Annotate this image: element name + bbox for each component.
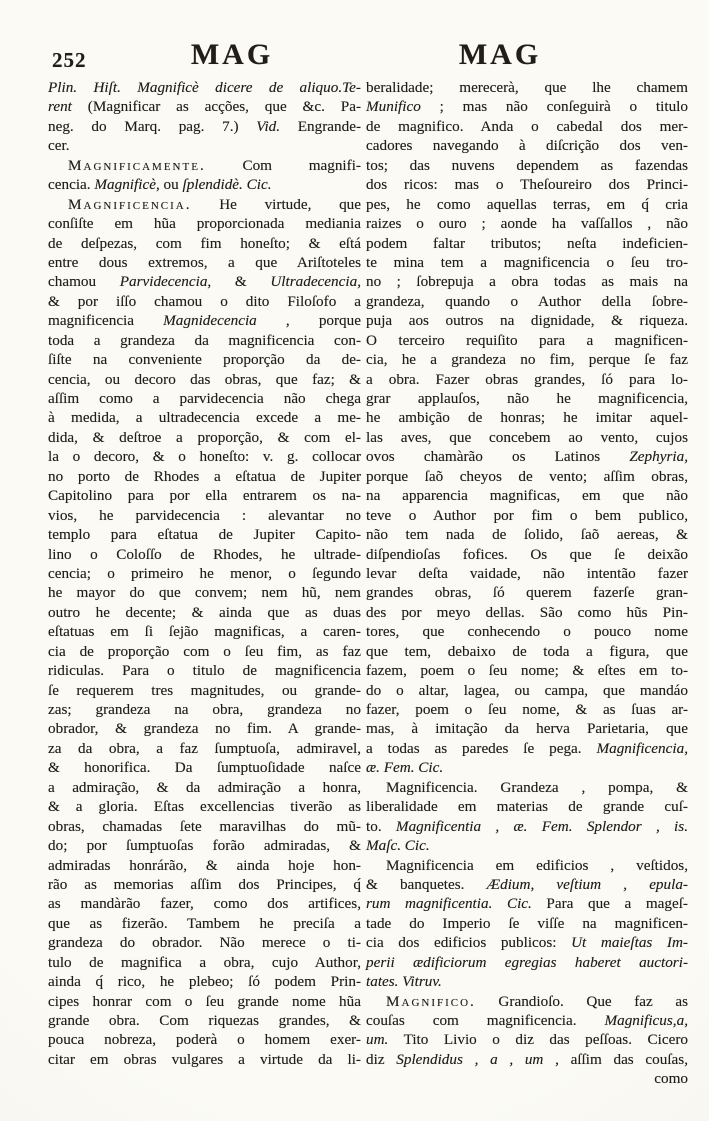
text-run: levar deſta vaidade, não intentão fazer xyxy=(366,564,688,582)
text-line xyxy=(366,136,688,155)
text-run: O terceiro requiſito para a magnificen- xyxy=(366,331,688,349)
text-run: he ambição de honras; he imitar aquel- xyxy=(366,409,688,427)
text-run: Ultradecencia, xyxy=(270,273,361,291)
text-line xyxy=(48,758,361,777)
text-line xyxy=(48,545,361,564)
text-run: tores, que conhecendo o pouco nome xyxy=(366,623,688,641)
text-run: como xyxy=(654,1070,688,1088)
text-line xyxy=(48,719,361,738)
text-line xyxy=(366,894,688,913)
text-line xyxy=(48,136,361,155)
text-run: tos; das nuvens dependem as fazendas xyxy=(366,156,688,174)
entry-headword: Magnificencia. xyxy=(68,195,192,213)
text-run: ſplendidè. Cic. xyxy=(182,176,272,194)
text-line xyxy=(366,214,688,233)
text-run: & honorifica. Da ſumptuoſidade naſce xyxy=(48,759,361,777)
text-run: na apparencia magnificas, em que não xyxy=(366,487,688,505)
text-line xyxy=(48,739,361,758)
text-line xyxy=(366,583,688,602)
text-line xyxy=(366,1030,688,1049)
text-run: cia de proporção com o ſeu fim, as faz xyxy=(48,642,361,660)
text-run: & por iſſo chamou o dito Filoſofo a xyxy=(48,292,361,310)
text-line xyxy=(48,953,361,972)
text-run: raizes o ouro ; aonde ha vaſſallos , não xyxy=(366,215,688,233)
text-run: a todas as paredes ſe pega. xyxy=(366,739,597,757)
text-line xyxy=(366,253,688,272)
text-column-right xyxy=(366,78,688,1089)
text-run: ridiculas. Para o titulo de magnificencia xyxy=(48,662,361,680)
text-run: um. xyxy=(366,1031,389,1049)
text-run: za da obra, a faz ſumptuoſa, admiravel, xyxy=(48,739,361,757)
text-run: tade do Imperio ſe viſſe na magnificen- xyxy=(366,914,688,932)
text-line xyxy=(366,311,688,330)
text-run: ainda q́ rico, he plebeo; ſó podem Prin- xyxy=(48,973,361,991)
text-line xyxy=(366,739,688,758)
text-run: que tem, debaixo de toda a figura, que xyxy=(366,642,688,660)
text-line xyxy=(366,642,688,661)
text-line xyxy=(48,972,361,991)
text-line xyxy=(366,972,688,991)
text-run: cer. xyxy=(48,137,70,155)
catchword-line xyxy=(366,1069,688,1088)
text-run: (Magnificar as acções, que &c. Pa- xyxy=(87,98,362,116)
text-line xyxy=(48,661,361,680)
text-run: no porto de Rhodes a eſtatua de Jupiter xyxy=(48,467,361,485)
text-line xyxy=(48,311,361,330)
text-run: citar em obras vulgares a virtude da li- xyxy=(48,1050,361,1068)
text-line xyxy=(48,681,361,700)
text-run: de magnifico. Anda o cabedal dos mer- xyxy=(366,117,688,135)
text-run: magnificencia xyxy=(48,312,164,330)
text-run: toda a grandeza da magnificencia con- xyxy=(48,331,361,349)
text-line xyxy=(48,331,361,350)
text-run: teve o Author por fim o bem publico, xyxy=(366,506,688,524)
text-run: obras, chamadas ſete maravilhas do mũ- xyxy=(48,817,361,835)
text-run: não tem nada de ſolido, ſaõ aereas, & xyxy=(366,526,688,544)
text-run: Splendidus , a , um xyxy=(396,1050,544,1068)
text-run: admiradas honrárão, & ainda hoje hon- xyxy=(48,856,361,874)
text-line xyxy=(48,914,361,933)
text-run: æ. Fem. Cic. xyxy=(366,759,444,777)
text-line xyxy=(366,272,688,291)
text-line xyxy=(366,331,688,350)
text-run: de deſpezas, com fim honeſto; & eſtá xyxy=(48,234,361,252)
text-run: Ut maieſtas Im- xyxy=(571,934,688,952)
text-line xyxy=(48,350,361,369)
text-line xyxy=(48,272,361,291)
text-line xyxy=(48,292,361,311)
running-head-left: MAG xyxy=(190,38,274,71)
text-run: a admiração, & da admiração a honra, xyxy=(48,778,361,796)
text-line xyxy=(366,97,688,116)
text-run: que as fizerão. Tambem he preciſa a xyxy=(48,914,361,932)
text-run: grandeza, quando o Author della ſobre- xyxy=(366,292,688,310)
text-run: Zephyria, xyxy=(629,448,688,466)
text-run: Magnificè xyxy=(94,176,156,194)
text-run: vios, he parvidecencia : alevantar no xyxy=(48,506,361,524)
text-line xyxy=(48,525,361,544)
text-line xyxy=(48,700,361,719)
text-line xyxy=(366,156,688,175)
text-run: neg. do Marq. pag. 7.) xyxy=(48,117,257,135)
text-run: conſiſte em hũa proporcionada mediania xyxy=(48,215,361,233)
text-line xyxy=(48,836,361,855)
text-run: dos ricos: mas o Theſoureiro dos Princi- xyxy=(366,176,688,194)
text-run: des por meyo dellas. São como hũs Pin- xyxy=(366,603,688,621)
text-line xyxy=(366,953,688,972)
text-run: no ; ſobrepuja a obra todas as mais na xyxy=(366,273,688,291)
text-line xyxy=(366,447,688,466)
text-line xyxy=(48,447,361,466)
text-run: cencia, ou decoro das obras, que faz; & xyxy=(48,370,361,388)
text-run: Para que a mageſ- xyxy=(531,895,688,913)
text-run: Magnificencia em edificios , veſtidos, xyxy=(386,856,688,874)
text-line xyxy=(366,914,688,933)
text-line xyxy=(48,78,361,97)
text-run: chamou xyxy=(48,273,120,291)
text-line xyxy=(366,564,688,583)
text-line xyxy=(366,486,688,505)
text-run: , aſſim das couſas, xyxy=(543,1050,689,1068)
entry-headword: Magnifico. xyxy=(386,992,476,1010)
text-column-left xyxy=(48,78,361,1069)
text-line xyxy=(366,350,688,369)
text-run: podem faltar tributos; neſta indeficien- xyxy=(366,234,688,252)
text-run: & xyxy=(211,273,271,291)
text-line xyxy=(366,234,688,253)
text-run: rão as memorias aſſim dos Principes, q́ xyxy=(48,875,361,893)
text-line xyxy=(48,486,361,505)
text-run: liberalidade em materias de grande cuſ- xyxy=(366,798,688,816)
text-run: Grandioſo. Que faz as xyxy=(475,992,688,1010)
text-run: beralidade; merecerà, que lhe chamem xyxy=(366,79,688,96)
text-line xyxy=(366,797,688,816)
text-line xyxy=(48,933,361,952)
text-run: Munifico xyxy=(366,98,421,116)
text-line xyxy=(366,622,688,641)
text-run: to. xyxy=(366,817,396,835)
text-line xyxy=(48,992,361,1011)
text-run: eſtatuas em ſi ſejão magnificas, a caren- xyxy=(48,623,361,641)
text-run: pes, he como aquellas terras, em q́ cria xyxy=(366,195,688,213)
text-run: , porque xyxy=(256,312,361,330)
text-run: lino o Coloſſo de Rhodes, he ultrade- xyxy=(48,545,361,563)
text-run: ovos chamàrão os Latinos xyxy=(366,448,630,466)
text-line xyxy=(48,894,361,913)
text-run: Tito Livio o diz das peſſoas. Cicero xyxy=(388,1031,688,1049)
text-line xyxy=(48,389,361,408)
text-run: puja aos outros na dignidade, & riqueza. xyxy=(366,312,688,330)
text-line xyxy=(366,428,688,447)
text-run: tates. Vitruv. xyxy=(366,973,442,991)
text-line xyxy=(48,117,361,136)
text-line xyxy=(48,214,361,233)
text-run: & a gloria. Eſtas excellencias tiverão as xyxy=(48,798,361,816)
text-run: outro he decente; & ainda que as duas xyxy=(48,603,361,621)
text-run: tulo de magnifica a obra, cujo Author, xyxy=(48,953,361,971)
text-run: te mina tem a magnificencia o ſeu tro- xyxy=(366,253,688,271)
text-run: diz xyxy=(366,1050,397,1068)
text-run: aſſim como a parvidecencia não chega xyxy=(48,390,361,407)
text-line xyxy=(48,370,361,389)
text-line xyxy=(366,408,688,427)
text-line xyxy=(366,117,688,136)
text-run: Engrande- xyxy=(280,117,362,135)
text-run: entre dous extremos, a que Ariſtoteles xyxy=(48,253,361,271)
text-line xyxy=(48,195,361,214)
text-run: grandeza do obrador. Não merece o ti- xyxy=(48,934,361,952)
text-line xyxy=(366,545,688,564)
text-run: cadores navegando à diſcrição dos ven- xyxy=(366,137,688,155)
text-line xyxy=(48,175,361,194)
text-line xyxy=(48,1011,361,1030)
text-run: do o altar, lagea, ou campa, que mandáo xyxy=(366,681,688,699)
text-run: la o decoro, & o honeſto: v. g. collocar xyxy=(48,448,361,466)
text-run: cipes honrar com o ſeu grande nome hũa xyxy=(48,992,361,1010)
text-line xyxy=(366,467,688,486)
text-line xyxy=(366,836,688,855)
text-run: ſe requerem tres magnitudes, ou grande- xyxy=(48,681,361,699)
text-line xyxy=(48,506,361,525)
text-run: Maſc. Cic. xyxy=(366,837,430,855)
text-run: fazem, poem o ſeu nome; & eſtes em to- xyxy=(366,662,688,680)
text-run: grande obra. Com riquezas grandes, & xyxy=(48,1012,361,1029)
text-run: a obra. Fazer obras grandes, ſó para lo- xyxy=(366,370,688,388)
text-run: do; por ſumptuoſas forão admiradas, & xyxy=(48,837,361,855)
text-line xyxy=(48,1050,361,1069)
text-line xyxy=(48,875,361,894)
text-run: Magnificus,a, xyxy=(604,1012,688,1029)
text-run: las aves, que concebem ao vento, cujos xyxy=(366,428,688,446)
text-line xyxy=(48,622,361,641)
text-line xyxy=(48,1030,361,1049)
entry-headword: Magnificamente. xyxy=(68,156,206,174)
text-line xyxy=(48,856,361,875)
text-run: grar applauſos, não he magnificencia, xyxy=(366,390,688,407)
text-run: as mandàrão fazer, como dos artifices, xyxy=(48,895,361,913)
text-run: Magnificentia , æ. Fem. Splendor , is. xyxy=(395,817,688,835)
text-run: Magnificencia, xyxy=(596,739,688,757)
text-run: pouca nobreza, poderà o homem exer- xyxy=(48,1031,361,1049)
text-run: Vid. xyxy=(256,117,281,135)
text-run: rent xyxy=(48,98,88,116)
text-line xyxy=(366,856,688,875)
text-line xyxy=(366,292,688,311)
text-run: Com magnifi- xyxy=(205,156,361,174)
text-line xyxy=(48,408,361,427)
text-run: mas, à imitação da herva Parietaria, que xyxy=(366,720,688,738)
text-run: à medida, a ultradecencia excede a me- xyxy=(48,409,361,427)
text-run: Capitolino para por ella entrarem os na- xyxy=(48,487,361,505)
text-run: templo para eſtatua de Jupiter Capito- xyxy=(48,526,361,544)
text-line xyxy=(366,817,688,836)
text-run: & banquetes. xyxy=(366,875,487,893)
text-run: obrador, & grandeza no fim. A grande- xyxy=(48,720,361,738)
text-run: Ædium, veſtium , epula- xyxy=(486,875,688,893)
text-line xyxy=(48,817,361,836)
text-run: porque ſaõ cheyos de vento; aſſim obras, xyxy=(366,467,688,485)
text-line xyxy=(366,1050,688,1069)
text-line xyxy=(366,875,688,894)
text-run: fazer, poem o ſeu nome, & as ſuas ar- xyxy=(366,701,688,718)
text-line xyxy=(48,253,361,272)
text-line xyxy=(366,195,688,214)
text-line xyxy=(48,603,361,622)
page-number: 252 xyxy=(52,48,87,72)
text-run: ſiſte na conveniente proporção da de- xyxy=(48,351,361,369)
text-run: dida, & deſtroe a proporção, & com el- xyxy=(48,428,361,446)
text-run: cia, he a grandeza no fim, perque ſe faz xyxy=(366,351,688,369)
text-line xyxy=(48,642,361,661)
text-line xyxy=(366,661,688,680)
text-line xyxy=(48,467,361,486)
text-line xyxy=(366,700,688,719)
text-line xyxy=(366,370,688,389)
text-run: grandes obras, ſó querem fazerſe gran- xyxy=(366,584,688,602)
text-run: Plin. Hiſt. Magnificè dicere de aliquo.Te- xyxy=(48,79,361,96)
text-line xyxy=(48,778,361,797)
text-run: zas; grandeza na obra, grandeza no xyxy=(48,701,361,718)
text-run: ; mas não conſeguirà o titulo xyxy=(420,98,688,116)
text-line xyxy=(366,506,688,525)
text-run: perii ædificiorum egregias haberet auctori- xyxy=(366,953,688,971)
text-line xyxy=(48,797,361,816)
text-line xyxy=(48,234,361,253)
text-line xyxy=(48,428,361,447)
text-run: Magnidecencia xyxy=(163,312,257,330)
text-line xyxy=(366,78,688,97)
text-line xyxy=(366,681,688,700)
text-line xyxy=(48,156,361,175)
text-run: couſas com magnificencia. xyxy=(366,1012,605,1029)
text-run: diſpendioſas fofices. Os que ſe deixão xyxy=(366,545,688,563)
text-line xyxy=(366,175,688,194)
text-run: Magnificencia. Grandeza , pompa, & xyxy=(386,778,688,796)
text-run: cencia. xyxy=(48,176,95,194)
text-run: , ou xyxy=(155,176,183,194)
text-line xyxy=(48,564,361,583)
text-line xyxy=(366,389,688,408)
text-line xyxy=(366,933,688,952)
text-run: cia dos edificios publicos: xyxy=(366,934,572,952)
text-line xyxy=(366,1011,688,1030)
text-line xyxy=(48,97,361,116)
text-run: rum magnificentia. Cic. xyxy=(366,895,532,913)
text-line xyxy=(366,778,688,797)
text-run: Parvidecencia, xyxy=(119,273,212,291)
text-run: cencia; o primeiro he menor, o ſegundo xyxy=(48,564,361,582)
text-line xyxy=(366,992,688,1011)
text-run: he mayor do que convem; nem hũ, nem xyxy=(48,584,361,602)
text-line xyxy=(366,525,688,544)
text-run: He virtude, que xyxy=(191,195,361,213)
text-line xyxy=(366,758,688,777)
running-head-right: MAG xyxy=(458,38,542,71)
text-line xyxy=(366,603,688,622)
text-line xyxy=(48,583,361,602)
text-line xyxy=(366,719,688,738)
